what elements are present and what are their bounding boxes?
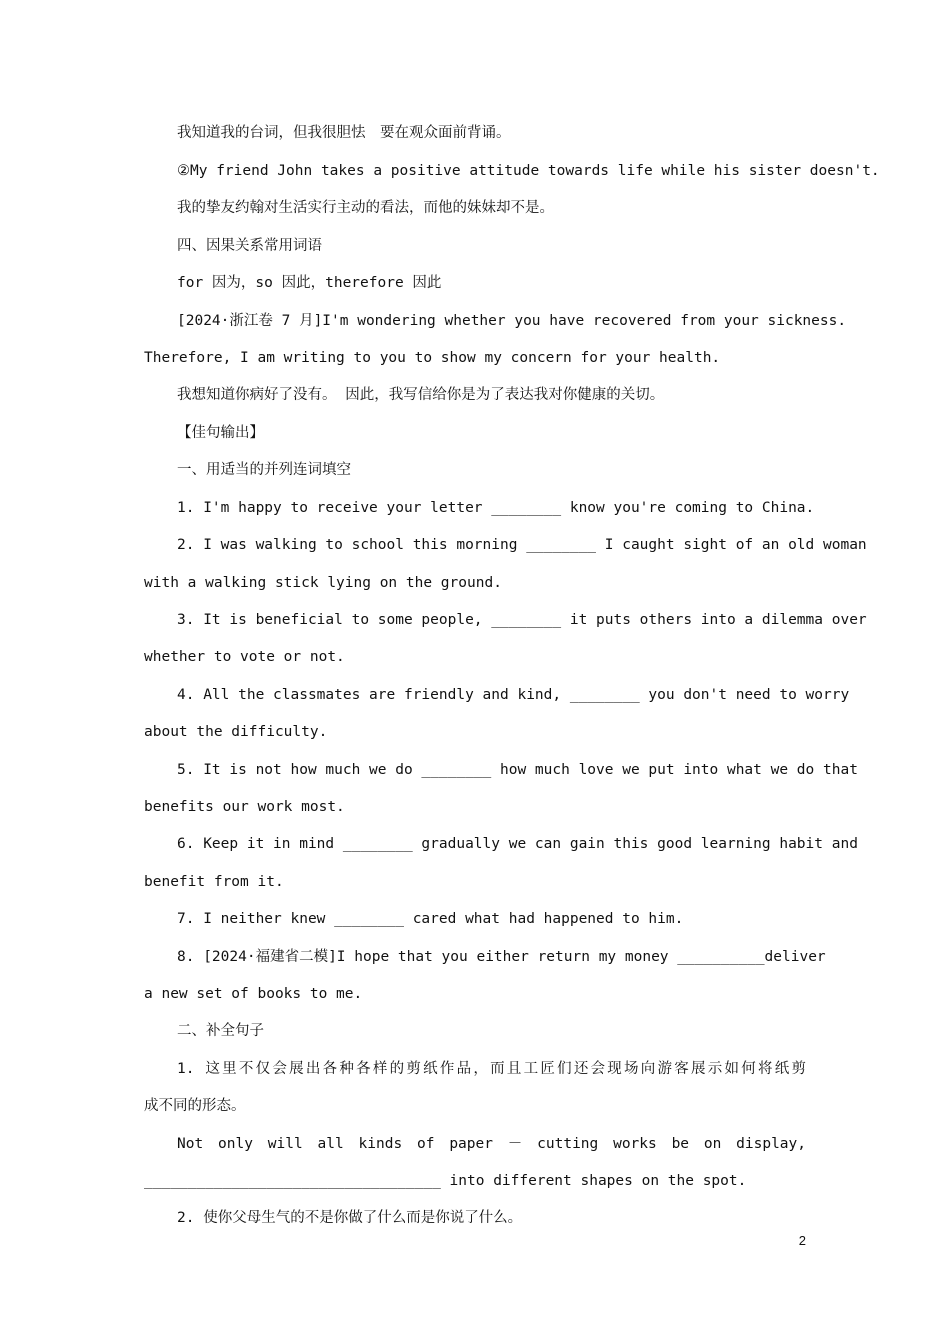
- exercise-item-2: 2. I was walking to school this morning ________ I caught sight of an old woman: [177, 537, 867, 553]
- sentence-item-1-chinese: 1. 这里不仅会展出各种各样的剪纸作品，而且工匠们还会现场向游客展示如何将纸剪: [177, 1061, 806, 1077]
- text-line-chinese-translation: 我知道我的台词，但我很胆怯 要在观众面前背诵。: [177, 125, 511, 141]
- sentence-item-2-chinese: 2. 使你父母生气的不是你做了什么而是你说了什么。: [177, 1210, 523, 1226]
- exercise-item-3-cont: whether to vote or not.: [144, 649, 345, 665]
- exercise-item-8: 8. [2024·福建省二模]I hope that you either return my money __________deliver: [177, 949, 826, 965]
- exercise-item-7: 7. I neither knew ________ cared what had happened to him.: [177, 911, 684, 927]
- text-line-exam-example-cont: Therefore, I am writing to you to show my concern for your health.: [144, 350, 721, 366]
- exercise-item-5: 5. It is not how much we do ________ how much love we put into what we do that: [177, 762, 858, 778]
- exercise-item-4-cont: about the difficulty.: [144, 724, 328, 740]
- exercise-item-2-cont: with a walking stick lying on the ground.: [144, 575, 502, 591]
- text-line-example-sentence: ②My friend John takes a positive attitude towards life while his sister doesn't.: [177, 163, 880, 179]
- sentence-item-1-english: Not only will all kinds of paper － cutting works be on display,: [177, 1136, 806, 1152]
- text-line-chinese-translation: 我想知道你病好了没有。 因此，我写信给你是为了表达我对你健康的关切。: [177, 387, 665, 403]
- text-line-exam-example: [2024·浙江卷 7 月]I'm wondering whether you have recovered from your sickness.: [177, 313, 847, 329]
- section-heading-fill-conjunction: 一、用适当的并列连词填空: [177, 462, 351, 478]
- section-heading-complete-sentences: 二、补全句子: [177, 1023, 264, 1039]
- exercise-item-6-cont: benefit from it.: [144, 874, 284, 890]
- section-heading-output: 【佳句输出】: [177, 425, 264, 441]
- exercise-item-8-cont: a new set of books to me.: [144, 986, 363, 1002]
- exercise-item-3: 3. It is beneficial to some people, ________ it puts others into a dilemma over: [177, 612, 867, 628]
- page-number: 2: [798, 1233, 806, 1248]
- text-line-chinese-translation: 我的挚友约翰对生活实行主动的看法，而他的妹妹却不是。: [177, 200, 554, 216]
- section-heading-cause-effect: 四、因果关系常用词语: [177, 238, 322, 254]
- sentence-item-1-chinese-cont: 成不同的形态。: [144, 1098, 246, 1114]
- exercise-item-6: 6. Keep it in mind ________ gradually we can gain this good learning habit and: [177, 836, 858, 852]
- exercise-item-4: 4. All the classmates are friendly and kind, ________ you don't need to worry: [177, 687, 850, 703]
- text-line-vocabulary: for 因为，so 因此，therefore 因此: [177, 275, 442, 291]
- exercise-item-5-cont: benefits our work most.: [144, 799, 345, 815]
- exercise-item-1: 1. I'm happy to receive your letter ________ know you're coming to China.: [177, 500, 815, 516]
- sentence-item-1-english-cont: __________________________________ into different shapes on the spot.: [144, 1173, 747, 1189]
